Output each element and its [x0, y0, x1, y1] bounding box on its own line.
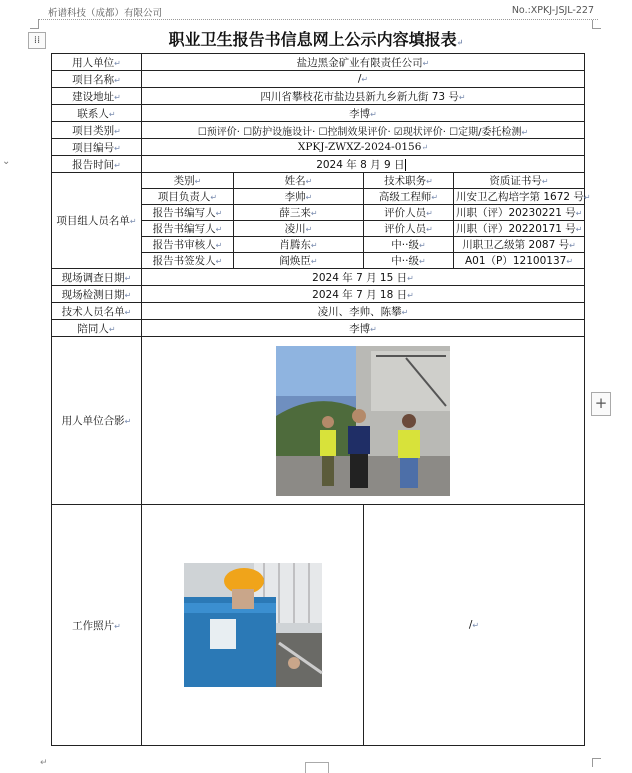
header-doc-no: No.:XPKJ-JSJL-227 — [511, 5, 594, 16]
team-label: 项目组人员名单↵ — [52, 173, 142, 269]
category-option-label: 预评价 — [206, 126, 237, 138]
row-contact — [52, 105, 585, 122]
report-date-value[interactable]: 2024 年 8 月 9 日 — [142, 156, 585, 173]
row-work-photo — [52, 505, 585, 746]
row-escort — [52, 320, 585, 337]
report-form-table — [51, 53, 591, 746]
add-column-button[interactable]: + — [591, 392, 611, 416]
survey-date-value[interactable]: 2024 年 7 月 15 日↵ — [142, 269, 585, 286]
work-photo-right-cell[interactable]: /↵ — [364, 505, 585, 746]
row-group-photo — [52, 337, 585, 505]
row-employer — [52, 54, 585, 71]
contact-label: 联系人↵ — [52, 105, 142, 122]
member-role[interactable]: 报告书签发人↵ — [142, 253, 234, 269]
category-checkbox-icon[interactable]: ☐ — [318, 126, 328, 138]
row-category — [52, 122, 585, 139]
paragraph-mark-icon: ↵ — [40, 758, 48, 768]
collapse-arrow-icon[interactable]: ⌄ — [2, 156, 11, 167]
row-report-date — [52, 156, 585, 173]
member-role[interactable]: 项目负责人↵ — [142, 189, 234, 205]
table-move-handle-icon[interactable]: ⁞⁞ — [28, 32, 46, 49]
employer-value[interactable]: 盐边黑金矿业有限责任公司↵ — [142, 54, 585, 71]
member-name[interactable]: 薛三来↵ — [234, 205, 364, 221]
row-project-name — [52, 71, 585, 88]
member-name[interactable]: 阎焕臣↵ — [234, 253, 364, 269]
text-cursor — [405, 159, 409, 171]
member-title[interactable]: 中··级↵ — [364, 237, 454, 253]
category-option-label: 防护设施设计 — [252, 126, 313, 138]
team-header-cell: 姓名↵ — [234, 173, 364, 189]
page-header — [38, 2, 598, 17]
team-header-cell: 类别↵ — [142, 173, 234, 189]
category-option-label: 现状评价 — [402, 126, 443, 138]
tech-staff-label: 技术人员名单↵ — [52, 303, 142, 320]
row-address — [52, 88, 585, 105]
member-cert[interactable]: 川安卫乙构培字第 1672 号↵ — [454, 189, 585, 205]
report-date-label: 报告时间↵ — [52, 156, 142, 173]
member-cert[interactable]: A01（P）12100137↵ — [454, 253, 585, 269]
work-photo-cell — [142, 505, 364, 746]
project-name-label: 项目名称↵ — [52, 71, 142, 88]
member-name[interactable]: 李帅↵ — [234, 189, 364, 205]
row-project-no — [52, 139, 585, 156]
category-checkbox-icon[interactable]: ☐ — [243, 126, 253, 138]
member-title[interactable]: 中··级↵ — [364, 253, 454, 269]
member-cert[interactable]: 川职（评）20220171 号↵ — [454, 221, 585, 237]
test-date-value[interactable]: 2024 年 7 月 18 日↵ — [142, 286, 585, 303]
member-title[interactable]: 评价人员↵ — [364, 221, 454, 237]
category-checkbox-checked-icon[interactable]: ☑ — [393, 126, 403, 138]
page-title: 职业卫生报告书信息网上公示内容填报表↵ — [168, 30, 464, 49]
member-role[interactable]: 报告书编写人↵ — [142, 221, 234, 237]
member-name[interactable]: 肖腾东↵ — [234, 237, 364, 253]
group-photo-image[interactable] — [276, 346, 450, 496]
member-title[interactable]: 评价人员↵ — [364, 205, 454, 221]
escort-value[interactable]: 李博↵ — [142, 320, 585, 337]
member-role[interactable]: 报告书审核人↵ — [142, 237, 234, 253]
category-checkbox-icon[interactable]: ☐ — [449, 126, 459, 138]
member-cert[interactable]: 川职（评）20230221 号↵ — [454, 205, 585, 221]
row-test-date — [52, 286, 585, 303]
member-name[interactable]: 凌川↵ — [234, 221, 364, 237]
header-company: 析谱科技（成都）有限公司 — [48, 8, 163, 19]
row-tech-staff — [52, 303, 585, 320]
project-name-value[interactable]: /↵ — [142, 71, 585, 88]
member-title[interactable]: 高级工程师↵ — [364, 189, 454, 205]
category-label: 项目类别↵ — [52, 122, 142, 139]
group-photo-cell — [142, 337, 585, 505]
work-photo-image[interactable] — [184, 563, 322, 687]
category-options: ☐预评价· ☐防护设施设计· ☐控制效果评价· ☑现状评价· ☐定期/委托检测↵ — [142, 122, 585, 139]
category-option-label: 定期/委托检测 — [458, 126, 522, 138]
team-header-cell: 技术职务↵ — [364, 173, 454, 189]
project-no-label: 项目编号↵ — [52, 139, 142, 156]
margin-corner-mark — [592, 758, 601, 767]
team-header-cell: 资质证书号↵ — [454, 173, 585, 189]
row-survey-date — [52, 269, 585, 286]
contact-value[interactable]: 李博↵ — [142, 105, 585, 122]
survey-date-label: 现场调查日期↵ — [52, 269, 142, 286]
group-photo-label: 用人单位合影↵ — [52, 337, 142, 505]
tech-staff-value[interactable]: 凌川、李帅、陈攀↵ — [142, 303, 585, 320]
employer-label: 用人单位↵ — [52, 54, 142, 71]
member-cert[interactable]: 川职卫乙级第 2087 号↵ — [454, 237, 585, 253]
header-divider — [38, 19, 598, 20]
work-photo-label: 工作照片↵ — [52, 505, 142, 746]
escort-label: 陪同人↵ — [52, 320, 142, 337]
category-option-label: 控制效果评价 — [327, 126, 388, 138]
address-label: 建设地址↵ — [52, 88, 142, 105]
member-role[interactable]: 报告书编写人↵ — [142, 205, 234, 221]
category-checkbox-icon[interactable]: ☐ — [197, 126, 207, 138]
page-tab-handle[interactable] — [305, 762, 329, 773]
team-header-row — [52, 173, 585, 189]
test-date-label: 现场检测日期↵ — [52, 286, 142, 303]
address-value[interactable]: 四川省攀枝花市盐边县新九乡新九街 73 号↵ — [142, 88, 585, 105]
project-no-value[interactable]: XPKJ-ZWXZ-2024-0156↵ — [142, 139, 585, 156]
